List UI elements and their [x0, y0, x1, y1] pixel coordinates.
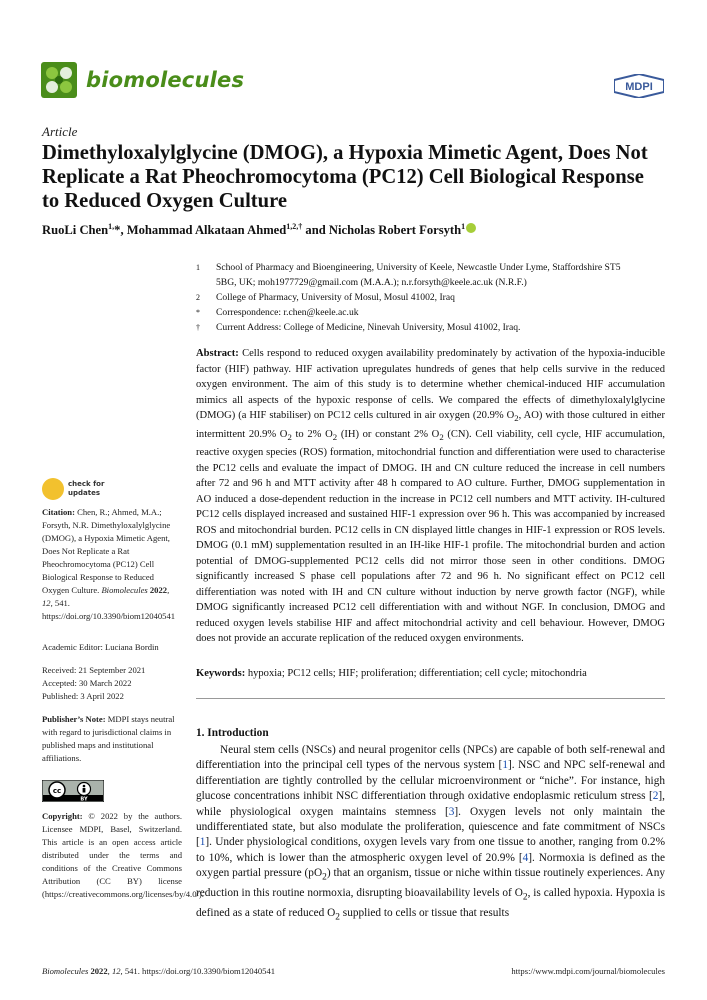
footer-citation: Biomolecules 2022, 12, 541. https://doi.org/10.3390/biom12040541 — [42, 966, 276, 976]
copyright-notice: Copyright: © 2022 by the authors. Licensee MDPI, Basel, Switzerland. This article is an open access article distributed under the terms and conditions of the Creative Commons Attribution (CC BY) license (https://creativecommons.org/licenses/by/4.0/). — [42, 811, 204, 899]
section-divider — [196, 698, 665, 699]
affiliation-item: 2 College of Pharmacy, University of Mosul, Mosul 41002, Iraq — [196, 292, 455, 303]
author-name: Nicholas Robert Forsyth — [328, 223, 462, 238]
orcid-icon[interactable] — [466, 223, 476, 233]
author-affiliation-marker: 1 — [461, 222, 466, 231]
received-date: Received: 21 September 2021 — [42, 665, 146, 675]
publication-dates — [42, 664, 182, 703]
introduction-body — [196, 743, 665, 925]
article-type: Article — [42, 124, 78, 139]
footer-journal-url[interactable]: https://www.mdpi.com/journal/biomolecules — [511, 966, 665, 976]
affiliation-item: † Current Address: College of Medicine, Ninevah University, Mosul 41002, Iraq. — [196, 322, 521, 333]
keywords: Keywords: hypoxia; PC12 cells; HIF; proliferation; differentiation; cell cycle; mitochondria — [196, 668, 587, 679]
citation-link[interactable]: 4 — [522, 851, 529, 864]
author-name: Mohammad Alkataan Ahmed — [126, 223, 287, 238]
check-for-updates-button[interactable]: check for updates — [42, 478, 132, 502]
citation-link[interactable]: 2 — [652, 790, 659, 803]
citation-link[interactable]: 3 — [448, 805, 455, 818]
author-list: RuoLi Chen$^{1,}$*, Mohammad Alkataan Ahmed$^{1,2,\dagger}$ and Nicholas Robert Forsyth$^1$ — [42, 222, 476, 238]
keywords-label: Keywords: — [196, 668, 246, 679]
author-affiliation-marker: 1, — [108, 222, 115, 231]
author-name: RuoLi Chen — [42, 223, 109, 238]
affiliation-item: * Correspondence: r.chen@keele.ac.uk — [196, 307, 359, 318]
academic-editor: Academic Editor: Luciana Bordin — [42, 642, 159, 652]
affiliation-item: 1 School of Pharmacy and Bioengineering, University of Keele, Newcastle Under Lyme, Staffordshire ST5 5BG, UK; moh1977729@gmail.com (M.A.A.); n.r.forsyth@keele.ac.uk (N.R.F.) — [196, 262, 621, 288]
abstract-label: Abstract: — [196, 348, 239, 359]
mdpi-logo-text: MDPI — [625, 81, 653, 93]
svg-text:cc: cc — [52, 787, 62, 795]
affiliations — [196, 260, 636, 335]
publisher-note: Publisher’s Note: MDPI stays neutral with regard to jurisdictional claims in published maps and institutional affiliations. — [42, 714, 175, 763]
corresponding-marker: * — [114, 223, 121, 238]
mdpi-logo-icon — [614, 74, 664, 98]
paragraph: Neural stem cells (NSCs) and neural progenitor cells (NPCs) are capable of both self-renewal and differentiation into the principal cell types of the nervous system [1]. NSC and NPC self-renewal and differentiation are tightly controlled by the cellular microenvironment or “niche”. For instance, high glucose concentrations inhibit NSC differentiation through oxidative endoplasmic reticulum stress [2], while physiological oxygen maintains stemness [3]. Oxygen levels not only maintain the undifferentiated state, but also modulate the proliferation, quiescence and fate commitment of NSCs [1]. Under physiological conditions, oxygen levels vary from one tissue to another, ranging from 0.2% to 10%, which is lower than the atmospheric oxygen level of 20.9% [4]. Normoxia is defined as the oxygen partial pressure $(pO_2)$ that an organism, tissue or niche within tissue routinely experiences. Any reduction in this routine normoxia, disrupting bioavailability levels of $O_2$, is called hypoxia. Hypoxia is defined as a state of reduced $O_2$ supplied to cells or tissue that results — [196, 744, 666, 922]
author-affiliation-marker: 1,2,† — [286, 222, 303, 231]
citation-link[interactable]: 1 — [502, 759, 508, 772]
cc-by-license-icon[interactable] — [42, 780, 104, 802]
check-updates-icon — [42, 478, 64, 500]
section-heading: 1. Introduction — [196, 727, 269, 739]
abstract: Abstract: Cells respond to reduced oxygen availability predominately by activation of the hypoxia-inducible factor (HIF) pathway. HIF activation upregulates hundreds of genes that help cells survive in the reduced oxygen environment. The aim of this study is to determine whether chemical-induced HIF accumulation mimics all aspects of the hypoxic response of cells. We compared the effects of dimethyloxalylglycine (DMOG) (a HIF stabiliser) on PC12 cells cultured in air oxygen (20.9% $O_2$, AO) with those cultured in either intermittent 20.9% $O_2$ to 2% $O_2$ (IH) or constant 2% $O_2$ (CN). Cell viability, cell cycle, HIF accumulation, reactive oxygen species (ROS) formation, mitochondrial function and differentiation were used to characterise the PC12 cells and evaluate the impact of DMOG. IH and CN culture reduced the increase in cell numbers after 72 and 96 h and MTT activity after 48 h compared to AO culture. Further, DMOG supplementation in AO induced a dose-dependent reduction in the increase in PC12 cell numbers and MTT activity. IH-cultured PC12 cells displayed increased and sustained HIF-1 expression over 96 h. This was accompanied by increased ROS and mitochondrial burden. PC12 cells in CN displayed little changes in HIF-1 expression or ROS levels. DMOG (0.1 mM) supplementation resulted in an IH-like HIF-1 profile. The mitochondrial burden and action potential of DMOG-supplemented PC12 cells did not mirror those seen in other conditions. DMOG significantly increased S phase cell populations after 72 and 96 h. No significant effect on PC12 cell differentiation was noted with IH and CN culture without induction by nerve growth factor (NGF), while DMOG significantly increased PC12 cell differentiation with and without NGF. In conclusion, DMOG and reduced oxygen levels stabilise HIF and affect mitochondrial activity and cell behaviour. However, DMOG does not provide an accurate replication of the reduced oxygen environments. — [196, 348, 666, 645]
citation-link[interactable]: 1 — [199, 836, 206, 849]
biomolecules-logo-icon — [41, 62, 77, 98]
citation-block: Citation: Chen, R.; Ahmed, M.A.; Forsyth, N.R. Dimethyloxalylglycine (DMOG), a Hypoxia Mimetic Agent, Does Not Replicate a Rat Pheochromocytoma (PC12) Cell Biological Response to Reduced Oxygen Culture. Biomolecules 2022, 12, 541. https://doi.org/10.3390/biom12040541 — [42, 507, 176, 621]
accepted-date: Accepted: 30 March 2022 — [42, 678, 132, 688]
journal-name: biomolecules — [86, 68, 245, 92]
paper-title: Dimethyloxalylglycine (DMOG), a Hypoxia Mimetic Agent, Does Not Replicate a Rat Pheochromocytoma (PC12) Cell Biological Response to Reduced Oxygen Culture — [42, 142, 648, 212]
published-date: Published: 3 April 2022 — [42, 691, 124, 701]
svg-text:BY: BY — [80, 796, 88, 802]
